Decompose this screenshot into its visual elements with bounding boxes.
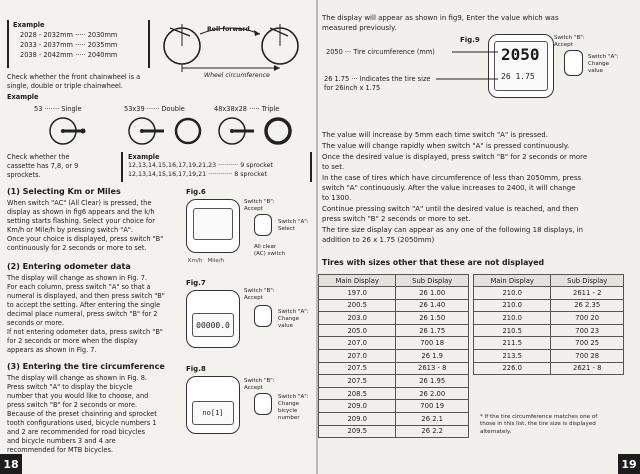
table-cell: 26 1.40: [396, 299, 469, 312]
cassette-text: Check whether the: [7, 153, 70, 161]
section-line: recommended for MTB bicycles.: [7, 446, 113, 454]
bottom-digits: 26 1.75: [501, 72, 535, 81]
table-row: [319, 375, 624, 388]
table-row: [319, 387, 624, 400]
table-cell: [551, 387, 624, 400]
table-cell: 226.0: [473, 362, 550, 375]
year-row: 2033 - 2037mm ····· 2035mm: [20, 41, 118, 49]
table-cell: 209.5: [319, 425, 396, 438]
table-row: [319, 312, 624, 325]
cycle-computer-display: [186, 376, 240, 434]
table-cell: [551, 375, 624, 388]
section-line: For each column, press switch "A" so that a: [7, 283, 151, 291]
year-row: 2028 - 2032mm ····· 2030mm: [20, 31, 118, 39]
sprocket-row: 12,13,14,15,16,17,19,21 ············ 8 sprocket: [128, 171, 268, 178]
section-line: When switch "AC" (All Clear) is pressed, the: [7, 199, 152, 207]
left-page: [0, 0, 316, 474]
table-cell: [473, 375, 550, 388]
cycle-computer-display: [186, 290, 240, 348]
body-text: The value will change rapidly when switch "A" is pressed continuously.: [322, 142, 570, 150]
table-cell: 26 2.35: [551, 299, 624, 312]
table-cell: 2621 - 8: [551, 362, 624, 375]
example-label: Example: [13, 21, 45, 29]
table-cell: 26 1.9: [396, 349, 469, 362]
section-line: Once your choice is displayed, press switch "B": [7, 235, 164, 243]
lcd-screen: [193, 208, 233, 240]
chainwheel-text: Check whether the front chainwheel is a: [7, 73, 141, 81]
example-label: Example: [7, 93, 39, 101]
chainwheel-spec: 53x39 ······ Double: [124, 105, 185, 113]
control-pad: [254, 214, 272, 236]
chainwheel-spec: 48x38x28 ····· Triple: [214, 105, 280, 113]
section-line: Because of the preset chainring and sprocket: [7, 410, 157, 418]
body-text: press switch "B" 2 seconds or more to set.: [322, 215, 471, 223]
table-row: [319, 287, 624, 300]
table-row: [319, 337, 624, 350]
table-cell: 197.0: [319, 287, 396, 300]
body-text: to 1300.: [322, 194, 352, 202]
table-row: [319, 400, 624, 413]
figure-label: Fig.9: [460, 36, 480, 44]
section-line: numeral is displayed, and then press switch "B": [7, 292, 165, 300]
all-clear-label: All clear (AC) switch: [254, 244, 286, 257]
figure-label: Fig.6: [186, 188, 206, 196]
column-header: Main Display: [473, 275, 550, 287]
top-digits: 2050: [501, 45, 540, 64]
wheel-circumference-label: Wheel circumference: [204, 72, 270, 79]
figure-label: Fig.7: [186, 279, 206, 287]
table-cell: 26 1.95: [396, 375, 469, 388]
right-page: [318, 0, 640, 474]
section-line: press switch "B" for 2 seconds or more.: [7, 401, 138, 409]
chainwheel-spec: 53 ······· Single: [34, 105, 82, 113]
body-text: Once the desired value is displayed, press switch "B" for 2 seconds or more: [322, 153, 588, 161]
table-cell: 210.0: [473, 287, 550, 300]
figure-label: Fig.8: [186, 365, 206, 373]
section-line: continuously for 2 seconds or more to set.: [7, 244, 147, 252]
wheel-roll-illustration: [160, 14, 310, 80]
table-row: [319, 299, 624, 312]
section-line: Km/h or Mile/h by pressing switch "A".: [7, 226, 133, 234]
section-line: and bicycle numbers 3 and 4 are: [7, 437, 116, 445]
table-cell: 207.5: [319, 375, 396, 388]
switch-a-label: Switch "A": Select: [278, 219, 309, 232]
sprocket-row: 12,13,14,15,16,17,19,21,23 ·········· 9 sprocket: [128, 162, 274, 169]
section-line: and 2 are recommended for road bicycles: [7, 428, 146, 436]
body-text: The value will increase by 5mm each time switch "A" is pressed.: [322, 131, 548, 139]
control-pad: [254, 305, 272, 327]
table-cell: 207.5: [319, 362, 396, 375]
section-line: The display will change as shown in Fig. 7.: [7, 274, 148, 282]
example-label: Example: [128, 153, 160, 161]
section-title: (1) Selecting Km or Miles: [7, 187, 121, 196]
chainwheel-triple-icon: [216, 116, 300, 146]
section-line: tooth configurations used, bicycle numbers 1: [7, 419, 157, 427]
table-cell: 209.0: [319, 400, 396, 413]
table-cell: 210.0: [473, 312, 550, 325]
table-cell: 213.5: [473, 349, 550, 362]
table-cell: [473, 387, 550, 400]
body-text: to set.: [322, 163, 345, 171]
table-cell: [551, 400, 624, 413]
body-text: Continue pressing switch "A" until the desired value is reached, and then: [322, 205, 579, 213]
section-line: decimal place numeral, press switch "B" for 2: [7, 310, 158, 318]
switch-b-label: Switch "B": Accept: [244, 378, 275, 391]
section-line: number that you would like to choose, and: [7, 392, 149, 400]
table-cell: 26 1.00: [396, 287, 469, 300]
callout-text: for 26inch x 1.75: [324, 84, 381, 92]
lcd-screen: 00000.0: [192, 313, 234, 337]
switch-a-label: Switch "A": Change value: [588, 54, 619, 74]
table-cell: 210.0: [473, 299, 550, 312]
table-title: Tires with sizes other that these are not displayed: [322, 258, 545, 267]
table-cell: 211.5: [473, 337, 550, 350]
chainwheel-single-icon: [36, 116, 90, 146]
intro-text: The display will appear as shown in fig9, Enter the value which was: [322, 14, 559, 22]
lcd-screen: no[1]: [192, 401, 234, 425]
table-cell: 207.0: [319, 337, 396, 350]
chainwheel-text: single, double or triple chainwheel.: [7, 82, 123, 90]
body-text: switch "A" continuously. After the value increases to 2400, it will change: [322, 184, 576, 192]
cassette-text: cassette has 7,8, or 9: [7, 162, 79, 170]
table-cell: 205.0: [319, 324, 396, 337]
column-header: Main Display: [319, 275, 396, 287]
footnote: * If the tire circumference matches one of those in this list, the tire size is displayed alternately.: [480, 414, 598, 435]
unit-label: Km/h Mile/h: [188, 258, 225, 264]
table-cell: 207.0: [319, 349, 396, 362]
switch-b-label: Switch "B": Accept: [244, 288, 275, 301]
body-text: addition to 26 x 1.75 (2050mm): [322, 236, 435, 244]
table-cell: 26 1.75: [396, 324, 469, 337]
switch-b-label: Switch "B": Accept: [244, 199, 275, 212]
table-row: [319, 349, 624, 362]
table-cell: 203.0: [319, 312, 396, 325]
section-title: (2) Entering odometer data: [7, 262, 131, 271]
section-line: setting starts flashing. Select your choice for: [7, 217, 155, 225]
table-cell: 26 2.2: [396, 425, 469, 438]
page-number: 18: [0, 454, 22, 474]
body-text: In the case of tires which have circumference of less than 2050mm, press: [322, 174, 582, 182]
table-cell: 210.5: [473, 324, 550, 337]
table-cell: 700 19: [396, 400, 469, 413]
page-number: 19: [618, 454, 640, 474]
cassette-text: sprockets.: [7, 171, 41, 179]
column-header: Sub Display: [396, 275, 469, 287]
section-line: If not entering odometer data, press switch "B": [7, 328, 163, 336]
table-row: [319, 324, 624, 337]
table-cell: 700 20: [551, 312, 624, 325]
table-cell: 2613 - 8: [396, 362, 469, 375]
table-cell: 26 2.00: [396, 387, 469, 400]
roll-forward-label: Roll forward: [207, 26, 250, 33]
table-cell: 200.5: [319, 299, 396, 312]
cycle-computer-display: [186, 199, 240, 253]
switch-b-label: Switch "B": Accept: [554, 35, 585, 48]
section-line: to accept the setting. After entering the single: [7, 301, 161, 309]
section-line: Press switch "A" to display the bicycle: [7, 383, 133, 391]
intro-text: measured previously.: [322, 24, 397, 32]
table-row: [319, 362, 624, 375]
switch-a-label: Switch "A": Change bicycle number: [278, 394, 309, 421]
section-line: for 2 seconds or more when the display: [7, 337, 138, 345]
section-line: seconds or more.: [7, 319, 65, 327]
year-row: 2038 - 2042mm ····· 2040mm: [20, 51, 118, 59]
section-line: display as shown in fig6 appears and the k/h: [7, 208, 155, 216]
switch-a-label: Switch "A": Change value: [278, 309, 309, 329]
chainwheel-double-icon: [126, 116, 210, 146]
section-title: (3) Entering the tire circumference: [7, 362, 165, 371]
table-cell: 700 28: [551, 349, 624, 362]
table-cell: 26 1.50: [396, 312, 469, 325]
table-cell: 208.5: [319, 387, 396, 400]
callout-text: 26 1.75 ··· Indicates the tire size: [324, 75, 431, 83]
table-header-row: [319, 275, 624, 287]
table-cell: 2611 - 2: [551, 287, 624, 300]
section-line: appears as shown in Fig. 7.: [7, 346, 97, 354]
body-text: The tire size display can appear as any one of the following 18 displays, in: [322, 226, 584, 234]
section-line: The display will change as shown in Fig. 8.: [7, 374, 148, 382]
table-cell: 700 23: [551, 324, 624, 337]
table-cell: 700 25: [551, 337, 624, 350]
table-cell: 26 2.1: [396, 412, 469, 425]
table-cell: 700 18: [396, 337, 469, 350]
control-pad: [254, 393, 272, 415]
table-cell: 209.0: [319, 412, 396, 425]
column-header: Sub Display: [551, 275, 624, 287]
table-cell: [473, 400, 550, 413]
callout-text: 2050 ··· Tire circumference (mm): [326, 48, 435, 56]
